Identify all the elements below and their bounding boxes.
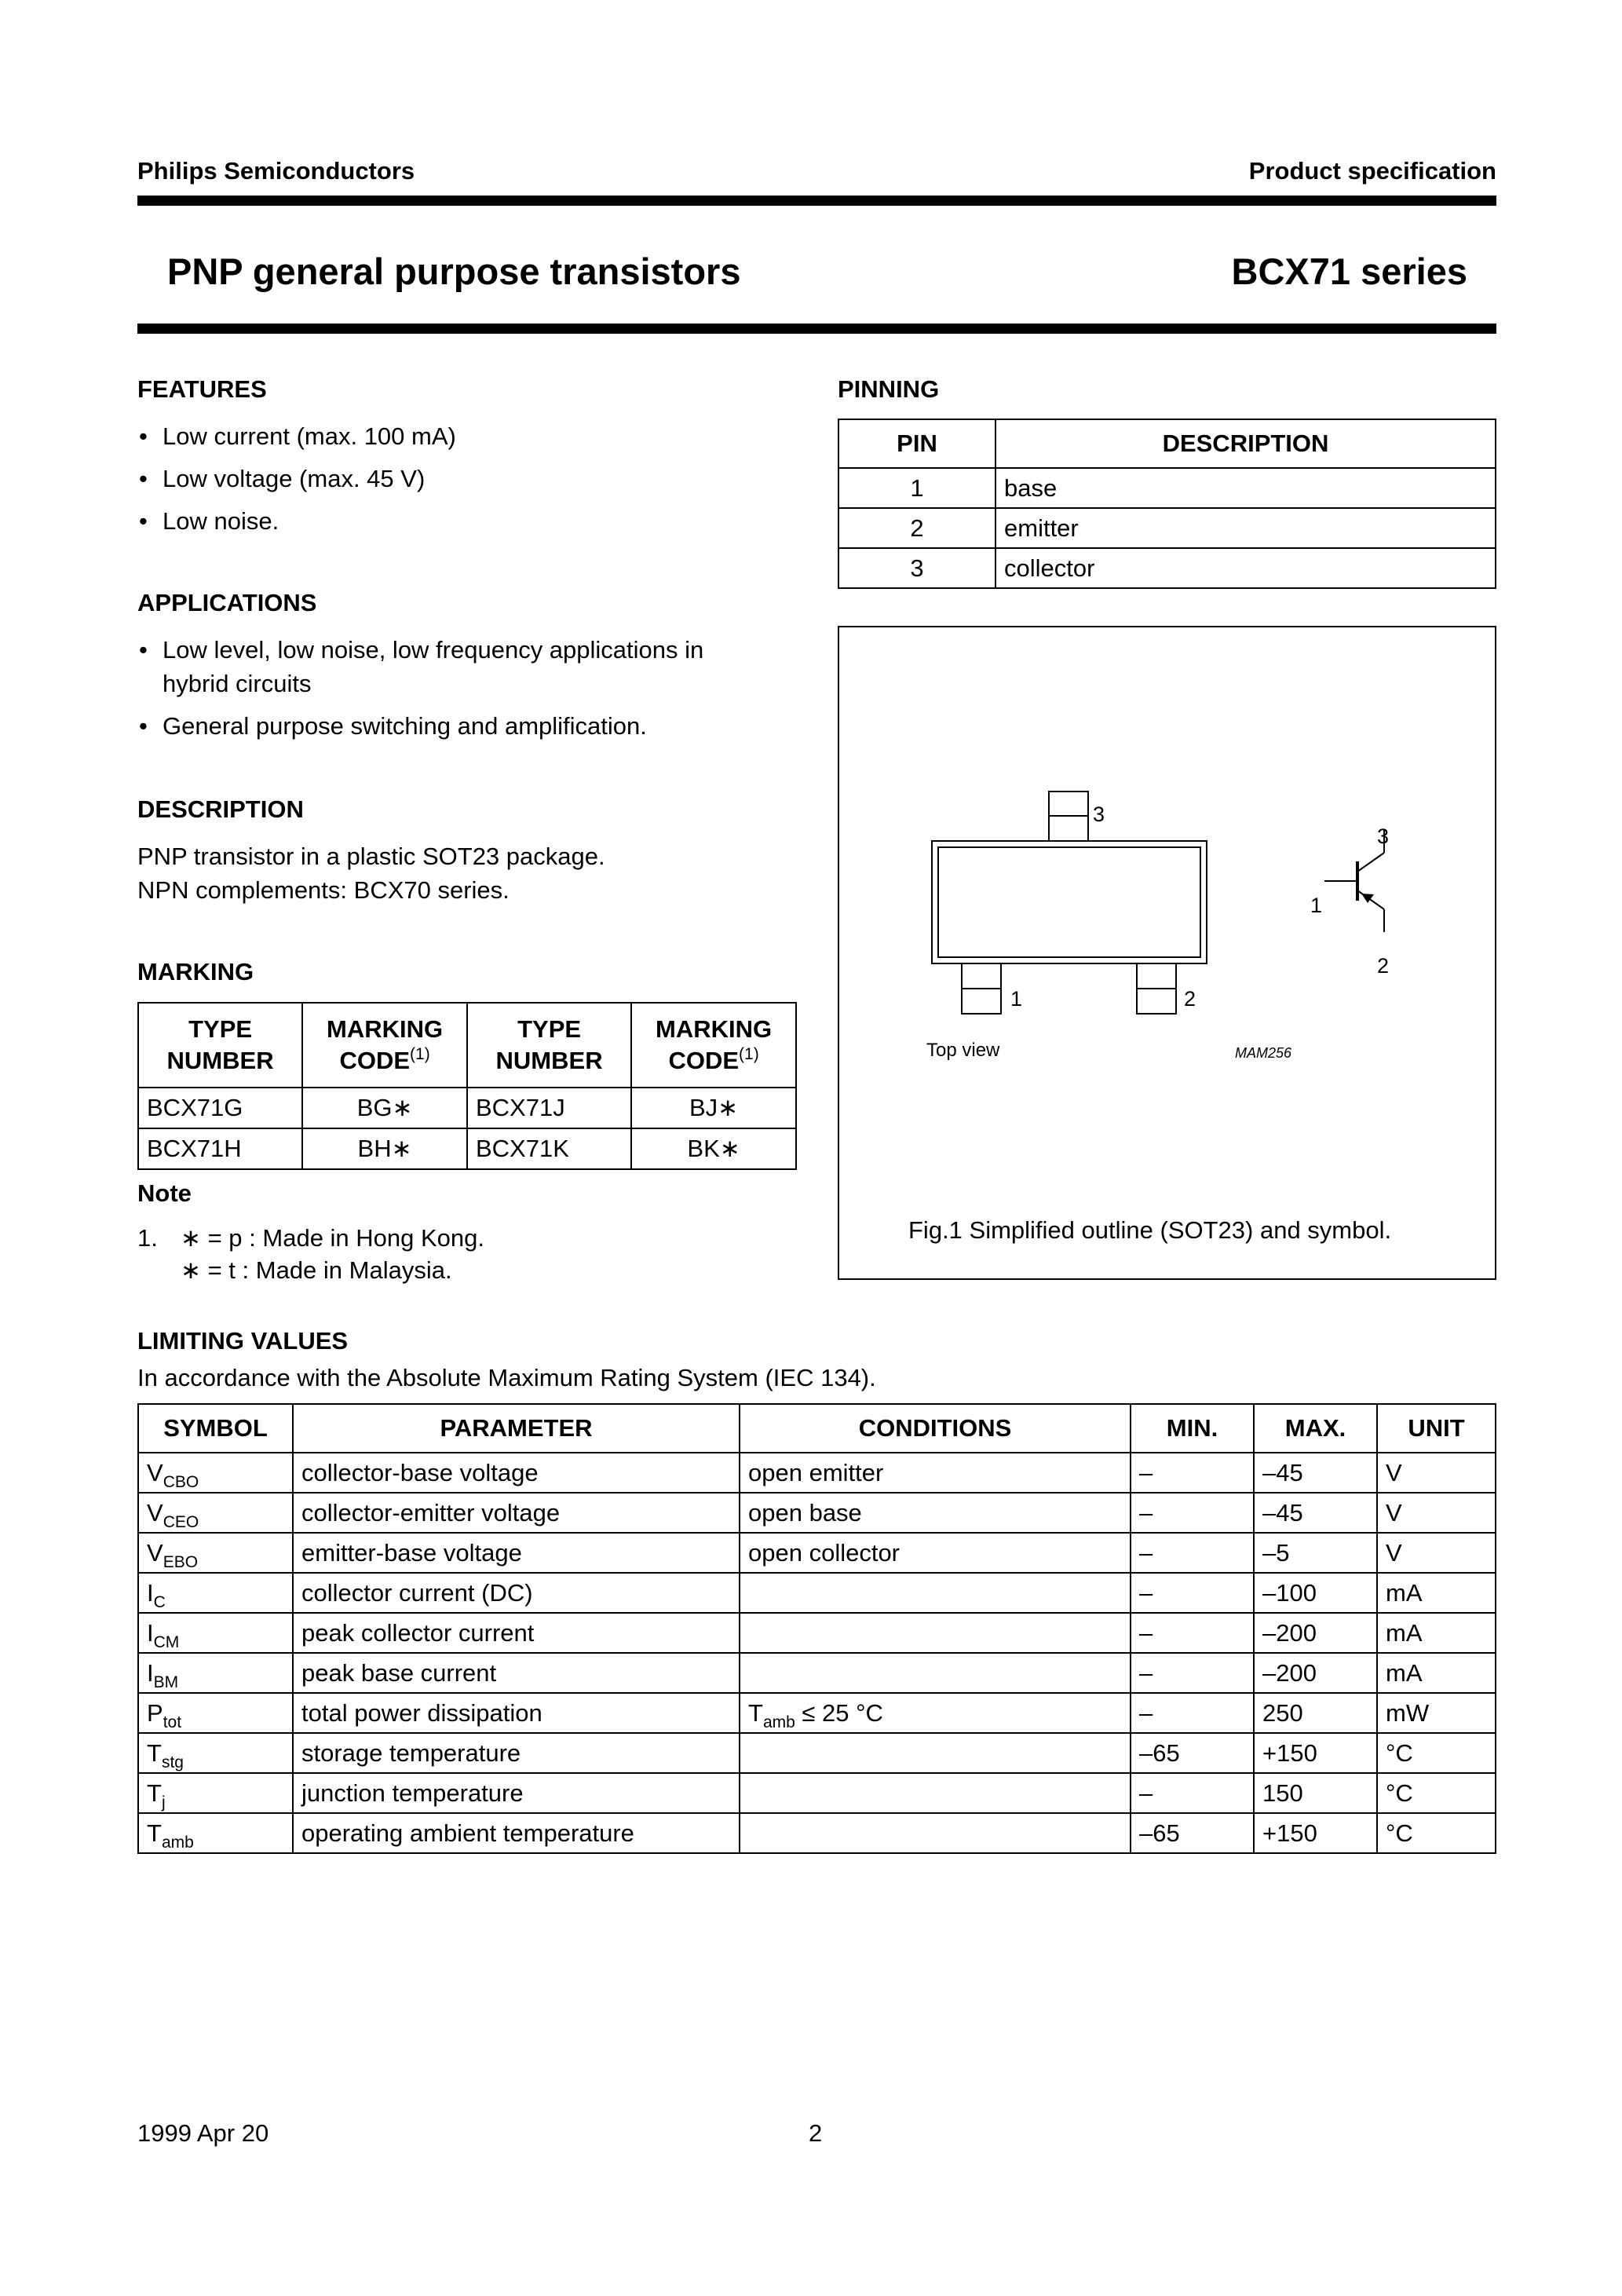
marking-col-code: MARKING CODE$^{(1)}$ [302,1003,467,1088]
description-column-header: DESCRIPTION [995,419,1496,468]
package-body [932,841,1207,963]
marking-col-code: MARKING CODE$^{(1)}$ [631,1003,796,1088]
pin-description: collector [995,548,1496,588]
symbol-cell: $T_{amb}$ [138,1813,293,1853]
pin-number: 2 [838,508,995,548]
unit-cell: V [1377,1453,1496,1493]
pin-3-label: 3 [1093,803,1105,826]
top-view-label: Top view [926,1040,1000,1061]
description-heading: DESCRIPTION [137,795,304,823]
description-text-1: PNP transistor in a plastic SOT23 package. [137,843,605,870]
table-row [138,1493,1496,1533]
note-number: 1. [137,1224,158,1252]
symbol-base-label: 1 [1310,894,1323,917]
pin-description: emitter [995,508,1496,548]
max-cell: +150 [1254,1733,1377,1773]
max-cell: 150 [1254,1773,1377,1813]
min-cell: – [1131,1653,1254,1693]
parameter-cell: operating ambient temperature [293,1813,740,1853]
conditions-cell: open base [740,1493,1131,1533]
figure-caption: Fig.1 Simplified outline (SOT23) and symbol. [908,1216,1392,1244]
min-cell: – [1131,1453,1254,1493]
conditions-column-header: CONDITIONS [740,1404,1131,1453]
table-row [138,1533,1496,1573]
parameter-cell: storage temperature [293,1733,740,1773]
conditions-cell [740,1813,1131,1853]
table-header-row [138,1003,796,1088]
unit-cell: mA [1377,1613,1496,1653]
min-cell: – [1131,1613,1254,1653]
marking-code: BJ∗ [631,1088,796,1128]
symbol-cell: $T_j$ [138,1773,293,1813]
figure-code: MAM256 [1235,1045,1292,1061]
parameter-cell: peak collector current [293,1613,740,1653]
unit-cell: mA [1377,1573,1496,1613]
max-cell: 250 [1254,1693,1377,1733]
parameter-cell: junction temperature [293,1773,740,1813]
parameter-cell: total power dissipation [293,1693,740,1733]
applications-list [137,633,758,751]
conditions-cell [740,1773,1131,1813]
collector-lead [1357,853,1384,872]
min-cell: – [1131,1493,1254,1533]
parameter-cell: emitter-base voltage [293,1533,740,1573]
unit-cell: mA [1377,1653,1496,1693]
list-item: • Low noise. [137,504,797,538]
features-heading: FEATURES [137,375,267,403]
table-row [138,1813,1496,1853]
table-row [138,1653,1496,1693]
symbol-cell: $V_{CEO}$ [138,1493,293,1533]
symbol-emitter-label: 2 [1377,954,1390,978]
limiting-values-heading: LIMITING VALUES [137,1327,349,1355]
document-type: Product specification [1248,157,1496,185]
symbol-cell: $V_{EBO}$ [138,1533,293,1573]
type-number: BCX71J [467,1088,631,1128]
type-number: BCX71G [138,1088,302,1128]
min-cell: – [1131,1533,1254,1573]
max-cell: –45 [1254,1493,1377,1533]
unit-cell: °C [1377,1813,1496,1853]
pin-description: base [995,468,1496,508]
max-cell: –45 [1254,1453,1377,1493]
note-line-2: ∗ = t : Made in Malaysia. [181,1256,452,1284]
symbol-cell: $P_{tot}$ [138,1693,293,1733]
conditions-cell [740,1573,1131,1613]
table-row [138,1733,1496,1773]
applications-heading: APPLICATIONS [137,589,317,616]
pin-column-header: PIN [838,419,995,468]
conditions-cell: open collector [740,1533,1131,1573]
limiting-values-table [137,1403,1496,1854]
unit-cell: °C [1377,1773,1496,1813]
marking-heading: MARKING [137,958,254,985]
list-item: • Low current (max. 100 mA) [137,419,797,453]
marking-code: BG∗ [302,1088,467,1128]
unit-column-header: UNIT [1377,1404,1496,1453]
symbol-cell: $I_C$ [138,1573,293,1613]
parameter-cell: peak base current [293,1653,740,1693]
pinning-table [838,419,1496,589]
package-body-inner [938,847,1200,957]
pin-2-label: 2 [1184,987,1196,1011]
table-row [138,1693,1496,1733]
conditions-cell: $T_{amb} \le 25$ °C [740,1693,1131,1733]
parameter-cell: collector-base voltage [293,1453,740,1493]
min-cell: – [1131,1693,1254,1733]
figure-box [838,626,1496,1280]
conditions-cell [740,1733,1131,1773]
conditions-cell [740,1613,1131,1653]
list-item: • Low voltage (max. 45 V) [137,462,797,495]
pin-1-label: 1 [1010,987,1023,1011]
title-rule [137,324,1496,334]
table-row [838,468,1496,508]
max-column-header: MAX. [1254,1404,1377,1453]
max-cell: –100 [1254,1573,1377,1613]
symbol-cell: $I_{BM}$ [138,1653,293,1693]
conditions-cell: open emitter [740,1453,1131,1493]
max-cell: –5 [1254,1533,1377,1573]
max-cell: –200 [1254,1613,1377,1653]
min-cell: –65 [1131,1813,1254,1853]
parameter-column-header: PARAMETER [293,1404,740,1453]
symbol-cell: $I_{CM}$ [138,1613,293,1653]
unit-cell: V [1377,1493,1496,1533]
footer-date: 1999 Apr 20 [137,2119,269,2147]
unit-cell: mW [1377,1693,1496,1733]
header-rule [137,196,1496,206]
min-cell: – [1131,1773,1254,1813]
table-header-row [138,1404,1496,1453]
note-heading: Note [137,1179,192,1207]
list-item: • General purpose switching and amplification. [137,709,758,743]
table-row [138,1613,1496,1653]
table-row [138,1128,796,1169]
conditions-cell [740,1653,1131,1693]
list-item: • Low level, low noise, low frequency applications in hybrid circuits [137,633,758,700]
table-row [138,1773,1496,1813]
pinning-heading: PINNING [838,375,940,403]
marking-col-type: TYPE NUMBER [138,1003,302,1088]
min-cell: – [1131,1573,1254,1613]
parameter-cell: collector-emitter voltage [293,1493,740,1533]
min-column-header: MIN. [1131,1404,1254,1453]
type-number: BCX71H [138,1128,302,1169]
table-row [838,508,1496,548]
symbol-cell: $V_{CBO}$ [138,1453,293,1493]
pin-number: 3 [838,548,995,588]
unit-cell: V [1377,1533,1496,1573]
table-row [138,1573,1496,1613]
table-header-row [838,419,1496,468]
table-row [838,548,1496,588]
pin-number: 1 [838,468,995,508]
symbol-collector-label: 3 [1377,824,1390,848]
note-line-1: ∗ = p : Made in Hong Kong. [181,1224,485,1252]
description-text-2: NPN complements: BCX70 series. [137,876,510,904]
marking-code: BK∗ [631,1128,796,1169]
table-row [138,1453,1496,1493]
parameter-cell: collector current (DC) [293,1573,740,1613]
sot23-outline-diagram [839,627,1495,1278]
series-title: BCX71 series [1231,250,1467,292]
type-number: BCX71K [467,1128,631,1169]
symbol-column-header: SYMBOL [138,1404,293,1453]
symbol-cell: $T_{stg}$ [138,1733,293,1773]
marking-code: BH∗ [302,1128,467,1169]
max-cell: –200 [1254,1653,1377,1693]
unit-cell: °C [1377,1733,1496,1773]
max-cell: +150 [1254,1813,1377,1853]
emitter-lead [1357,890,1384,909]
company-name: Philips Semiconductors [137,157,415,185]
features-list [137,419,797,547]
limiting-values-intro: In accordance with the Absolute Maximum Rating System (IEC 134). [137,1364,876,1391]
page-title: PNP general purpose transistors [167,250,741,292]
marking-table [137,1002,797,1170]
table-row [138,1088,796,1128]
marking-col-type: TYPE NUMBER [467,1003,631,1088]
page-number: 2 [809,2119,823,2147]
min-cell: –65 [1131,1733,1254,1773]
